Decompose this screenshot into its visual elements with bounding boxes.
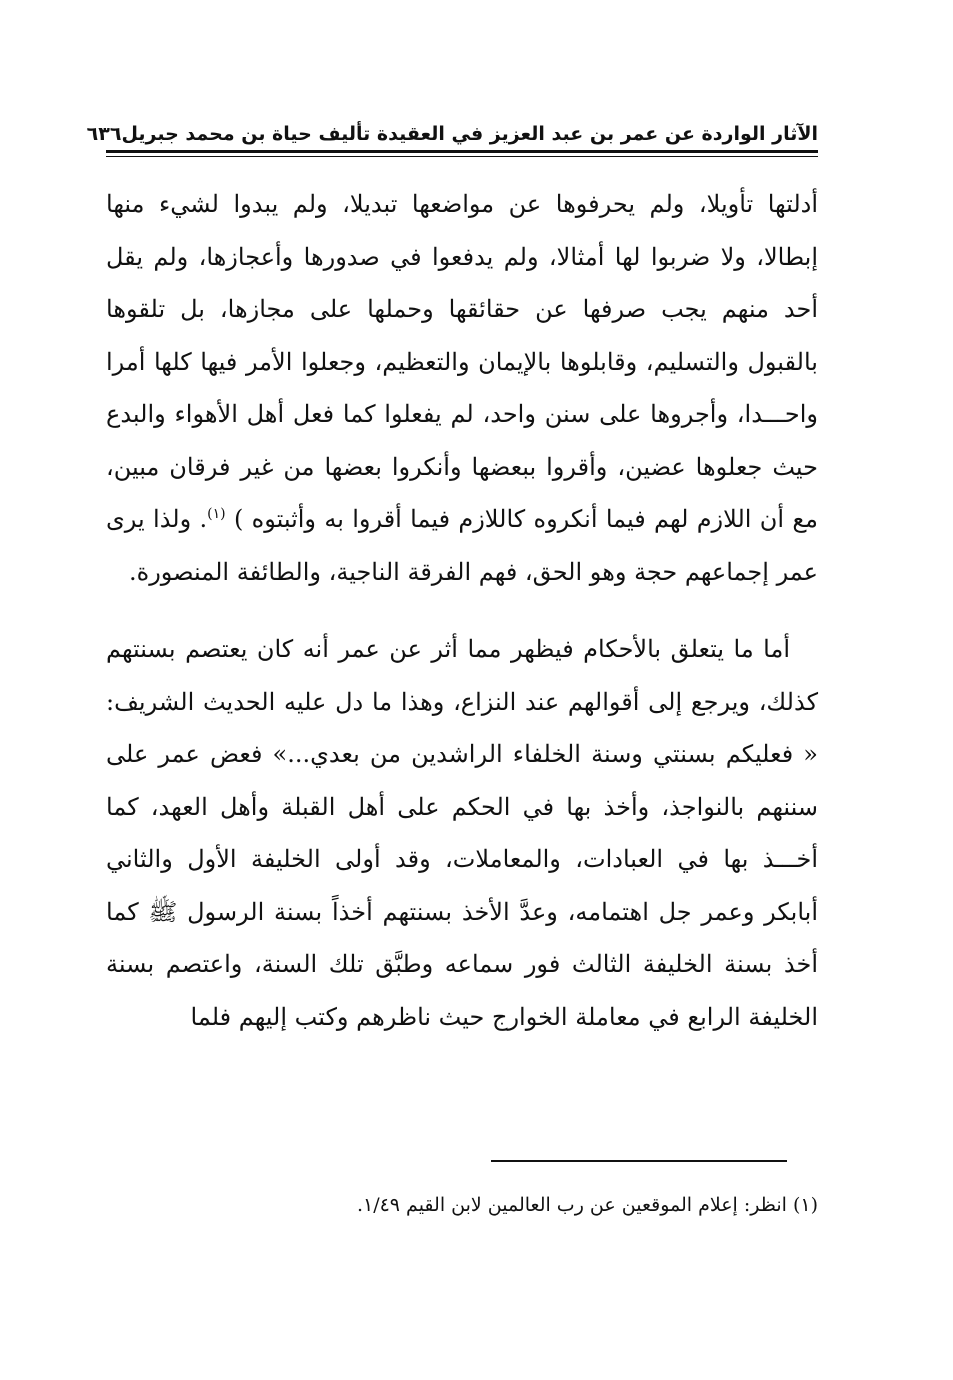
header-rule-thin (106, 156, 818, 157)
paragraph-1-text: أدلتها تأويلا، ولم يحرفوها عن مواضعها تبديلا، ولم يبدوا لشيء منها إبطالا، ولا ضربوا لها أمثالا، ولم يدفعوا في صدورها وأعجازها، ولم يقل أحد منهم يجب صرفها عن حقائقها وحملها على مجازها، بل تلقوها بالقبول والتسليم، وقابلوها بالإيمان والتعظيم، وجعلوا الأمر فيها كلها أمرا واحـــدا، وأجروها على سنن واحد، لم يفعلوا كما فعل أهل الأهواء والبدع حيث جعلوها عضين، وأقروا ببعضها وأنكروا بعضها من غير فرقان مبين، مع أن اللازم لهم فيما أنكروه كاللازم فيما أقروا به وأثبتوه ) (106, 190, 819, 533)
header-rule-thick (106, 150, 818, 153)
footnote: (١) انظر: إعلام الموقعين عن رب العالمين لابن القيم ١/٤٩. (356, 1194, 818, 1216)
footnote-rule (491, 1160, 787, 1162)
header-title: الآثار الواردة عن عمر بن عبد العزيز في العقيدة تأليف حياة بن محمد جبريل (121, 123, 818, 145)
page-number: ٦٣٦ (86, 123, 122, 145)
paragraph-1-end: . ولذا يرى عمر إجماعهم حجة وهو الحق، فهم الفرقة الناجية، والطائفة المنصورة. (106, 505, 818, 586)
running-header (86, 116, 818, 152)
paragraph-1 (106, 178, 818, 598)
footnote-reference[interactable]: (١) (207, 506, 226, 522)
paragraph-2: أما ما يتعلق بالأحكام فيظهر مما أثر عن عمر أنه كان يعتصم بسنتهم كذلك، ويرجع إلى أقوالهم عند النزاع، وهذا ما دل عليه الحديث الشريف: « فعليكم بسنتي وسنة الخلفاء الراشدين من بعدي...» فعض عمر على سننهم بالنواجذ، وأخذ بها في الحكم على أهل القبلة وأهل العهد، كما أخـــذ بها في العبادات، والمعاملات، وقد أولى الخليفة الأول والثاني أبابكر وعمر جل اهتمامه، وعدَّ الأخذ بسنتهم أخذاً بسنة الرسول ﷺ كما أخذ بسنة الخليفة الثالث فور سماعه وطبَّق تلك السنة، واعتصم بسنة الخليفة الرابع في معاملة الخوارج حيث ناظرهم وكتب إليهم فلما (106, 635, 819, 1031)
body-text (106, 178, 818, 1043)
